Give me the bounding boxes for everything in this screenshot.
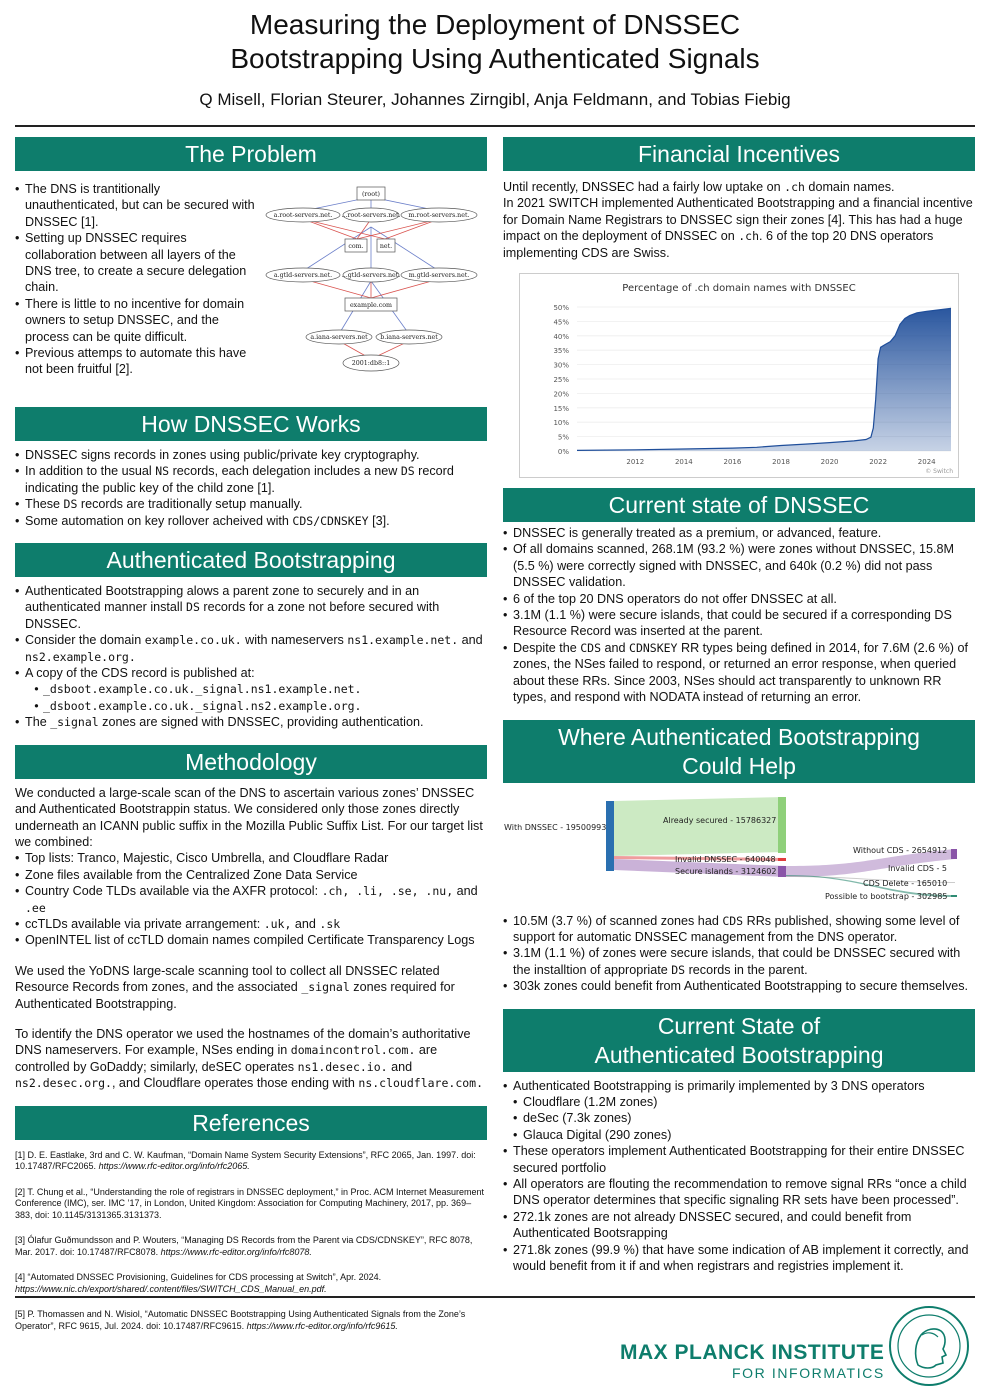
operator-item: • Cloudflare (1.2M zones) — [505, 1094, 975, 1110]
reference-link[interactable]: https://www.rfc-editor.org/info/rfc2065. — [98, 1161, 250, 1172]
section-heading: The Problem — [15, 137, 487, 171]
sankey-node-possible — [951, 895, 957, 897]
left-column — [15, 137, 487, 1346]
poster-title — [0, 8, 990, 76]
dns-tree-diagram — [255, 181, 487, 393]
section-where-ab-could-help — [503, 720, 975, 995]
ch-dnssec-chart — [519, 273, 959, 478]
reference: [5] P. Thomassen and N. Wisiol, “Automatic DNSSEC Bootstrapping Using Authenticated Signals from the Zone’s Operator”, RFC 9615, Jul. 2024. doi: 10.17487/RFC9615. https://www.rfc-editor.org/info/rfc9615. — [15, 1309, 466, 1331]
list-item: • 10.5M (3.7 %) of scanned zones had CDS RRs published, showing some level of support for automatic DNSSEC management from the DNS operator. — [503, 913, 975, 946]
list-item: • A copy of the CDS record is published at: • _dsboot.example.co.uk._signal.ns1.example.net. • _dsboot.example.co.uk._signal.ns2.example.org. — [15, 665, 487, 714]
list-item: • These operators implement Authenticated Bootstrapping for their entire DNSSEC secured portfolio — [503, 1143, 975, 1176]
sankey-node-invalid — [778, 858, 786, 861]
sankey-label-source: With DNSSEC - 19500993 — [504, 822, 607, 832]
chart-credit: © Switch — [925, 468, 953, 476]
node-root-server: ...root-servers.net. — [341, 212, 401, 219]
section-financial-incentives — [503, 137, 975, 478]
list-item: • Country Code TLDs available via the AXFR protocol: .ch, .li, .se, .nu, and .ee — [15, 883, 487, 916]
reference: [4] “Automated DNSSEC Provisioning, Guidelines for CDS processing at Switch”, Apr. 2024. https://www.nic.ch/export/shared/.content/files/SWITCH_CDS_Manual_en.pdf. — [15, 1272, 382, 1294]
section-heading: Authenticated Bootstrapping — [15, 543, 487, 577]
section-how-dnssec-works — [15, 407, 487, 529]
list-item: • In addition to the usual NS records, each delegation includes a new DS record indicating the public key of the child zone [1]. — [15, 463, 487, 496]
chart-y-tick-label: 40% — [553, 332, 569, 341]
section-heading: Current state of DNSSEC — [503, 488, 975, 522]
problem-list — [15, 181, 255, 393]
list-item: • OpenINTEL list of ccTLD domain names compiled Certificate Transparency Logs — [15, 932, 487, 948]
list-item: • There is little to no incentive for domain owners to setup DNSSEC, and the process can be quite difficult. — [15, 296, 255, 345]
sankey-label-possible: Possible to bootstrap - 302985 — [825, 891, 948, 901]
chart-x-tick-label: 2014 — [674, 458, 693, 467]
sankey-label-cds-delete: CDS Delete - 165010 — [863, 878, 948, 888]
chart-y-tick-label: 15% — [553, 404, 569, 413]
section-heading: References — [15, 1106, 487, 1140]
sankey-node-source — [606, 801, 614, 871]
list-item: • ccTLDs available via private arrangement: .uk, and .sk — [15, 916, 487, 932]
paragraph: We conducted a large-scale scan of the DNS to ascertain various zones’ DNSSEC and Authenticated Bootstrappin status. We considered only those zones directly underneath an ICANN public suffix in the Mozilla Public Suffix List. For our target list we combined: — [15, 785, 483, 849]
operator-item: • deSec (7.3k zones) — [505, 1110, 975, 1126]
node-gtld-server: a.gtld-servers.net. — [273, 272, 333, 279]
sankey-label-invalid-cds: Invalid CDS - 5 — [888, 863, 948, 873]
list-item: • 271.8k zones (99.9 %) that have some indication of AB implement it correctly, and would benefit from it if and when registrars and registries implement it. — [503, 1242, 975, 1275]
max-planck-logo — [620, 1305, 980, 1385]
minerva-seal-icon — [888, 1305, 970, 1387]
section-heading: Current State of Authenticated Bootstrapping — [503, 1009, 975, 1072]
list-item: • Zone files available from the Centralized Zone Data Service — [15, 867, 487, 883]
reference-link[interactable]: https://www.rfc-editor.org/info/rfc9615. — [246, 1320, 398, 1331]
top-divider — [15, 125, 975, 127]
chart-x-tick-label: 2016 — [723, 458, 742, 467]
node-tld: com. — [348, 243, 364, 250]
reference: [1] D. E. Eastlake, 3rd and C. W. Kaufman, “Domain Name System Security Extensions”, RFC 2065, Jan. 1997. doi: 10.17487/RFC2065. https://www.rfc-editor.org/info/rfc2065. — [15, 1149, 476, 1172]
paragraph: Until recently, DNSSEC had a fairly low uptake on .ch domain names. In 2021 SWITCH implemented Authenticated Bootstrapping and a financial incentive for Domain Name Registrars to DNSSEC sign their zones [4]. This has had a huge impact on the deployment of DNSSEC on .ch. 6 of the top 20 DNS operators implementing CDS are Swiss. — [503, 180, 973, 260]
list-item: • 303k zones could benefit from Authenticated Bootstrapping to secure themselves. — [503, 978, 975, 994]
list-item: • Authenticated Bootstrapping alows a parent zone to securely and in an authenticated manner install DS records for a zone not before secured with DNSSEC. — [15, 583, 487, 632]
sankey-label-already: Already secured - 15786327 — [663, 815, 777, 825]
node-gtld-server: ...gtld-servers.net. — [341, 272, 401, 279]
chart-y-tick-label: 5% — [557, 433, 569, 442]
section-methodology — [15, 745, 487, 1092]
sankey-diagram — [503, 783, 975, 913]
chart-x-tick-label: 2018 — [772, 458, 790, 467]
section-current-state — [503, 488, 975, 705]
sankey-label-without-cds: Without CDS - 2654912 — [853, 845, 948, 855]
node-domain: example.com — [349, 302, 393, 309]
chart-y-tick-label: 50% — [553, 304, 569, 313]
title-line-1: Measuring the Deployment of DNSSEC — [249, 9, 741, 40]
list-item: • DNSSEC is generally treated as a premium, or advanced, feature. — [503, 525, 975, 541]
reference-link[interactable]: https://www.rfc-editor.org/info/rfc8078. — [160, 1246, 312, 1257]
operator-item: • Glauca Digital (290 zones) — [505, 1127, 975, 1143]
logo-line-1: MAX PLANCK INSTITUTE — [620, 1341, 885, 1364]
title-line-2: Bootstrapping Using Authenticated Signals — [230, 43, 760, 74]
chart-y-tick-label: 45% — [553, 318, 569, 327]
section-authenticated-bootstrapping — [15, 543, 487, 731]
node-root: (root) — [361, 191, 381, 198]
list-item: • Of all domains scanned, 268.1M (93.2 %) were zones without DNSSEC, 15.8M (5.5 %) were correctly signed with DNSSEC, and 640k (0.2 %) did not pass DNSSEC validation. — [503, 541, 975, 590]
sankey-node-without-cds — [951, 849, 957, 859]
list-item: • 3.1M (1.1 %) of zones were secure islands, that could be DNSSEC secured with the installtion of appropriate DS records in the parent. — [503, 945, 975, 978]
section-heading: How DNSSEC Works — [15, 407, 487, 441]
chart-y-tick-label: 20% — [553, 390, 569, 399]
sankey-label-invalid: Invalid DNSSEC - 640048 — [675, 854, 776, 864]
reference: [2] T. Chung et al., “Understanding the role of registrars in DNSSEC deployment,” in Proc. ACM Internet Measurement Conference (IMC), ser. IMC ’17, in London, United Kingdom: Association for Computing Machinery, 2017, pp. 369–383, doi: 10.1145/3131365.3131373. — [15, 1186, 485, 1220]
node-gtld-server: m.gtld-servers.net. — [408, 272, 470, 279]
list-item: • These DS records are traditionally setup manually. — [15, 496, 487, 512]
list-item: • Top lists: Tranco, Majestic, Cisco Umbrella, and Cloudflare Radar — [15, 850, 487, 866]
list-item: • 3.1M (1.1 %) were secure islands, that could be secured if a corresponding DS Resource Record was inserted at the parent. — [503, 607, 975, 640]
list-item: • Despite the CDS and CDNSKEY RR types being defined in 2014, for 7.6M (2.6 %) of zones, the NSes failed to respond, or returned an error response, when queried about these RRs. Since 2003, NSes should act transparently to unknown RR types, and respond with NODATA instead of returning an error. — [503, 640, 975, 706]
chart-title: Percentage of .ch domain names with DNSSEC — [622, 283, 856, 295]
chart-y-tick-label: 10% — [553, 419, 569, 428]
logo-line-2: FOR INFORMATICS — [732, 1365, 885, 1381]
node-iana-server: b.iana-servers.net — [380, 334, 438, 341]
list-item: • Setting up DNSSEC requires collaboration between all layers of the DNS tree, to create a secure delegation chain. — [15, 230, 255, 296]
sankey-node-already — [778, 797, 786, 853]
chart-y-tick-label: 25% — [553, 376, 569, 385]
signal-record: • _dsboot.example.co.uk._signal.ns1.example.net. — [25, 681, 487, 697]
node-root-server: m.root-servers.net. — [408, 212, 470, 219]
list-item: • Authenticated Bootstrapping is primarily implemented by 3 DNS operators • Cloudflare (1.2M zones) • deSec (7.3k zones) • Glauca Digital (290 zones) — [503, 1078, 975, 1144]
chart-y-tick-label: 30% — [553, 361, 569, 370]
chart-x-tick-label: 2012 — [626, 458, 645, 467]
chart-x-tick-label: 2022 — [869, 458, 888, 467]
reference: [3] Ólafur Guðmundsson and P. Wouters, “Managing DS Records from the Parent via CDS/CDNSKEY”, RFC 8078, Mar. 2017. doi: 10.17487/RFC8078. https://www.rfc-editor.org/info/rfc8078. — [15, 1235, 473, 1257]
chart-x-tick-label: 2024 — [917, 458, 936, 467]
node-root-server: a.root-servers.net. — [273, 212, 333, 219]
list-item: • DNSSEC signs records in zones using public/private key cryptography. — [15, 447, 487, 463]
section-state-of-ab — [503, 1009, 975, 1275]
authors: Q Misell, Florian Steurer, Johannes Zirngibl, Anja Feldmann, and Tobias Fiebig — [199, 90, 791, 109]
sankey-node-islands — [778, 866, 786, 877]
list-item: • 272.1k zones are not already DNSSEC secured, and could benefit from Authenticated Bootsrapping — [503, 1209, 975, 1242]
list-item: • All operators are flouting the recommendation to remove signal RRs “once a child DNS operator determines that specific signaling RR sets have been processed”. — [503, 1176, 975, 1209]
list-item: • The DNS is trantitionally unauthenticated, but can be secured with DNSSEC [1]. — [15, 181, 255, 230]
sankey-label-islands: Secure islands - 3124602 — [675, 866, 777, 876]
section-heading: Financial Incentives — [503, 137, 975, 171]
node-tld: net. — [379, 243, 393, 250]
section-references — [15, 1106, 487, 1333]
list-item: • The _signal zones are signed with DNSSEC, providing authentication. — [15, 714, 487, 730]
paragraph: To identify the DNS operator we used the hostnames of the domain’s authoritative DNS nameservers. For example, NSes ending in domaincontrol.com. are controlled by GoDaddy; similarly, deSEC operates ns1.desec.io. and ns2.desec.org., and Cloudflare operates those ending with ns.cloudflare.com. — [15, 1026, 484, 1091]
paragraph: We used the YoDNS large-scale scanning tool to collect all DNSSEC related Resource Records from zones, and the associated _signal zones required for Authenticated Bootstrapping. — [15, 963, 455, 1011]
bottom-divider — [15, 1296, 975, 1298]
chart-x-tick-label: 2020 — [820, 458, 839, 467]
signal-record: • _dsboot.example.co.uk._signal.ns2.example.org. — [25, 698, 487, 714]
node-address: 2001:db8::1 — [351, 360, 391, 367]
chart-y-tick-label: 35% — [553, 347, 569, 356]
list-item: • Some automation on key rollover acheived with CDS/CDNSKEY [3]. — [15, 513, 487, 529]
list-item: • Previous attemps to automate this have not been fruitful [2]. — [15, 345, 255, 378]
right-column — [503, 137, 975, 1288]
section-heading: Where Authenticated Bootstrapping Could Help — [503, 720, 975, 783]
list-item: • 6 of the top 20 DNS operators do not offer DNSSEC at all. — [503, 591, 975, 607]
section-heading: Methodology — [15, 745, 487, 779]
list-item: • Consider the domain example.co.uk. with nameservers ns1.example.net. and ns2.example.org. — [15, 632, 487, 665]
section-problem — [15, 137, 487, 393]
reference-link[interactable]: https://www.nic.ch/export/shared/.content/files/SWITCH_CDS_Manual_en.pdf. — [15, 1283, 327, 1294]
chart-y-tick-label: 0% — [557, 448, 569, 457]
node-iana-server: a.iana-servers.net — [310, 334, 368, 341]
